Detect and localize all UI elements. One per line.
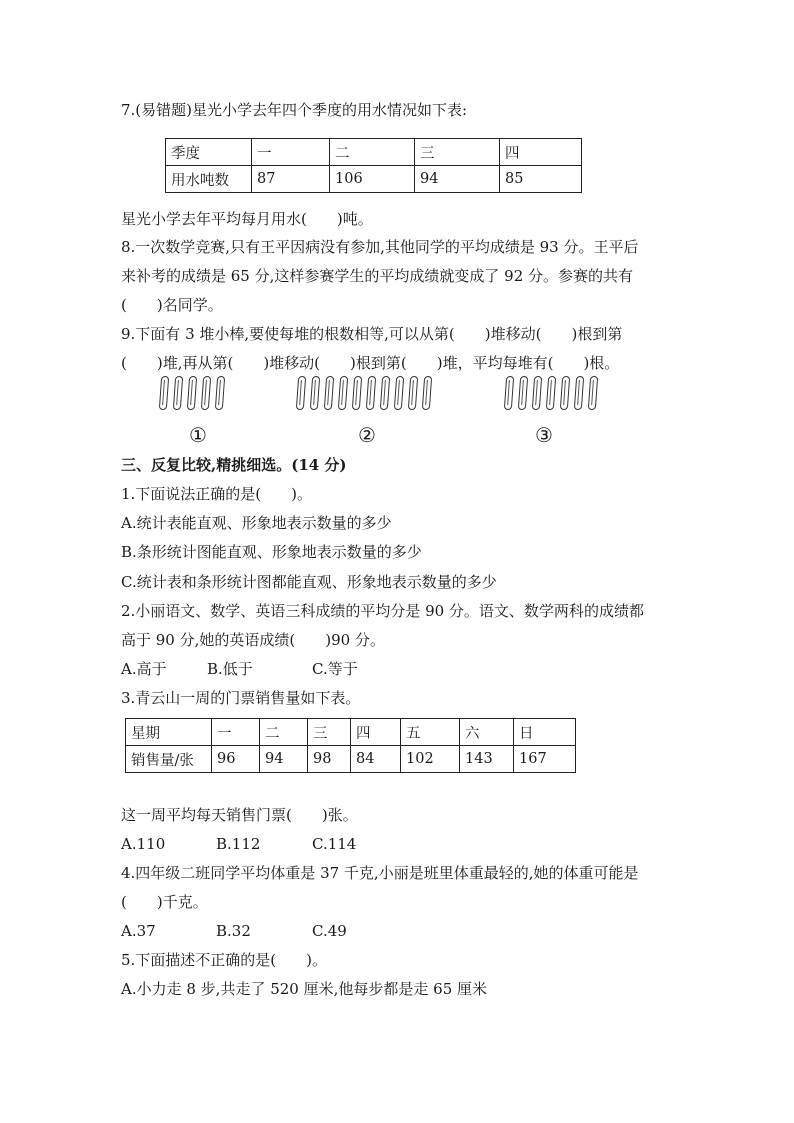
- stick: [408, 376, 418, 410]
- q9-line1: 9.下面有 3 堆小棒,要使每堆的根数相等,可以从第( )堆移动( )根到第: [121, 325, 623, 343]
- table-row: [126, 719, 576, 746]
- table-cell: 143: [460, 746, 514, 773]
- q7-answer: 星光小学去年平均每月用水( )吨。: [121, 210, 373, 228]
- q8-line1: 8.一次数学竞赛,只有王平因病没有参加,其他同学的平均成绩是 93 分。王平后: [121, 238, 639, 256]
- mc2-option-c: C.等于: [312, 660, 358, 678]
- stick: [546, 376, 556, 410]
- stick: [532, 376, 542, 410]
- stick: [310, 376, 320, 410]
- table-cell: 94: [260, 746, 308, 773]
- stick: [296, 376, 306, 410]
- q8-line2: 来补考的成绩是 65 分,这样参赛学生的平均成绩就变成了 92 分。参赛的共有: [121, 267, 634, 285]
- stick: [366, 376, 376, 410]
- section-title: 三、反复比较,精挑细选。(14 分): [121, 456, 347, 474]
- table-cell: 星期: [126, 719, 212, 746]
- stick: [159, 376, 169, 410]
- table-cell: 五: [401, 719, 460, 746]
- table-cell: 三: [308, 719, 351, 746]
- mc3-question: 这一周平均每天销售门票( )张。: [121, 806, 358, 824]
- stick-pile-3: [505, 376, 603, 414]
- mc3-option-a: A.110: [121, 835, 166, 853]
- stick: [422, 376, 432, 410]
- mc4-option-b: B.32: [216, 922, 251, 940]
- stick: [574, 376, 584, 410]
- stick: [588, 376, 598, 410]
- pile-label-3: ③: [535, 423, 553, 447]
- stick-pile-1: [160, 376, 230, 414]
- stick: [173, 376, 183, 410]
- mc2-line1: 2.小丽语文、数学、英语三科成绩的平均分是 90 分。语文、数学两科的成绩都: [121, 602, 644, 620]
- stick: [504, 376, 514, 410]
- table-cell: 一: [212, 719, 260, 746]
- mc5-option-a: A.小力走 8 步,共走了 520 厘米,他每步都是走 65 厘米: [121, 980, 488, 998]
- mc4-line1: 4.四年级二班同学平均体重是 37 千克,小丽是班里体重最轻的,她的体重可能是: [121, 864, 639, 882]
- mc5-stem: 5.下面描述不正确的是( )。: [121, 951, 328, 969]
- mc1-option-a: A.统计表能直观、形象地表示数量的多少: [121, 514, 392, 532]
- q7-title: 7.(易错题)星光小学去年四个季度的用水情况如下表:: [121, 101, 468, 119]
- stick: [201, 376, 211, 410]
- stick: [324, 376, 334, 410]
- water-usage-table: [165, 138, 582, 193]
- table-cell: 六: [460, 719, 514, 746]
- table-cell: 季度: [166, 139, 252, 166]
- ticket-sales-table: [125, 718, 576, 773]
- q9-line2: ( )堆,再从第( )堆移动( )根到第( )堆，平均每堆有( )根。: [121, 354, 620, 372]
- stick: [338, 376, 348, 410]
- q8-line3: ( )名同学。: [121, 296, 223, 314]
- mc2-line2: 高于 90 分,她的英语成绩( )90 分。: [121, 631, 385, 649]
- table-cell: 四: [500, 139, 582, 166]
- table-cell: 102: [401, 746, 460, 773]
- table-row: [166, 139, 582, 166]
- table-cell: 二: [260, 719, 308, 746]
- table-row: [166, 166, 582, 193]
- table-cell: 84: [351, 746, 401, 773]
- mc1-stem: 1.下面说法正确的是( )。: [121, 485, 313, 503]
- mc3-option-c: C.114: [312, 835, 357, 853]
- stick: [394, 376, 404, 410]
- stick: [518, 376, 528, 410]
- table-cell: 85: [500, 166, 582, 193]
- table-cell: 一: [252, 139, 330, 166]
- table-row: [126, 746, 576, 773]
- table-cell: 96: [212, 746, 260, 773]
- stick: [215, 376, 225, 410]
- stick: [380, 376, 390, 410]
- table-cell: 167: [514, 746, 576, 773]
- mc4-option-c: C.49: [312, 922, 347, 940]
- mc4-option-a: A.37: [121, 922, 156, 940]
- stick-pile-2: [297, 376, 437, 414]
- table-cell: 94: [415, 166, 500, 193]
- table-cell: 三: [415, 139, 500, 166]
- stick: [352, 376, 362, 410]
- table-cell: 用水吨数: [166, 166, 252, 193]
- mc2-option-a: A.高于: [121, 660, 167, 678]
- pile-label-1: ①: [189, 423, 207, 447]
- mc3-option-b: B.112: [216, 835, 261, 853]
- table-cell: 106: [330, 166, 415, 193]
- table-cell: 四: [351, 719, 401, 746]
- stick: [560, 376, 570, 410]
- table-cell: 98: [308, 746, 351, 773]
- table-cell: 87: [252, 166, 330, 193]
- table-cell: 日: [514, 719, 576, 746]
- table-cell: 销售量/张: [126, 746, 212, 773]
- mc1-option-c: C.统计表和条形统计图都能直观、形象地表示数量的多少: [121, 573, 497, 591]
- mc3-stem: 3.青云山一周的门票销售量如下表。: [121, 689, 361, 707]
- stick: [187, 376, 197, 410]
- pile-label-2: ②: [358, 423, 376, 447]
- mc2-option-b: B.低于: [207, 660, 253, 678]
- mc1-option-b: B.条形统计图能直观、形象地表示数量的多少: [121, 543, 422, 561]
- table-cell: 二: [330, 139, 415, 166]
- mc4-line2: ( )千克。: [121, 893, 208, 911]
